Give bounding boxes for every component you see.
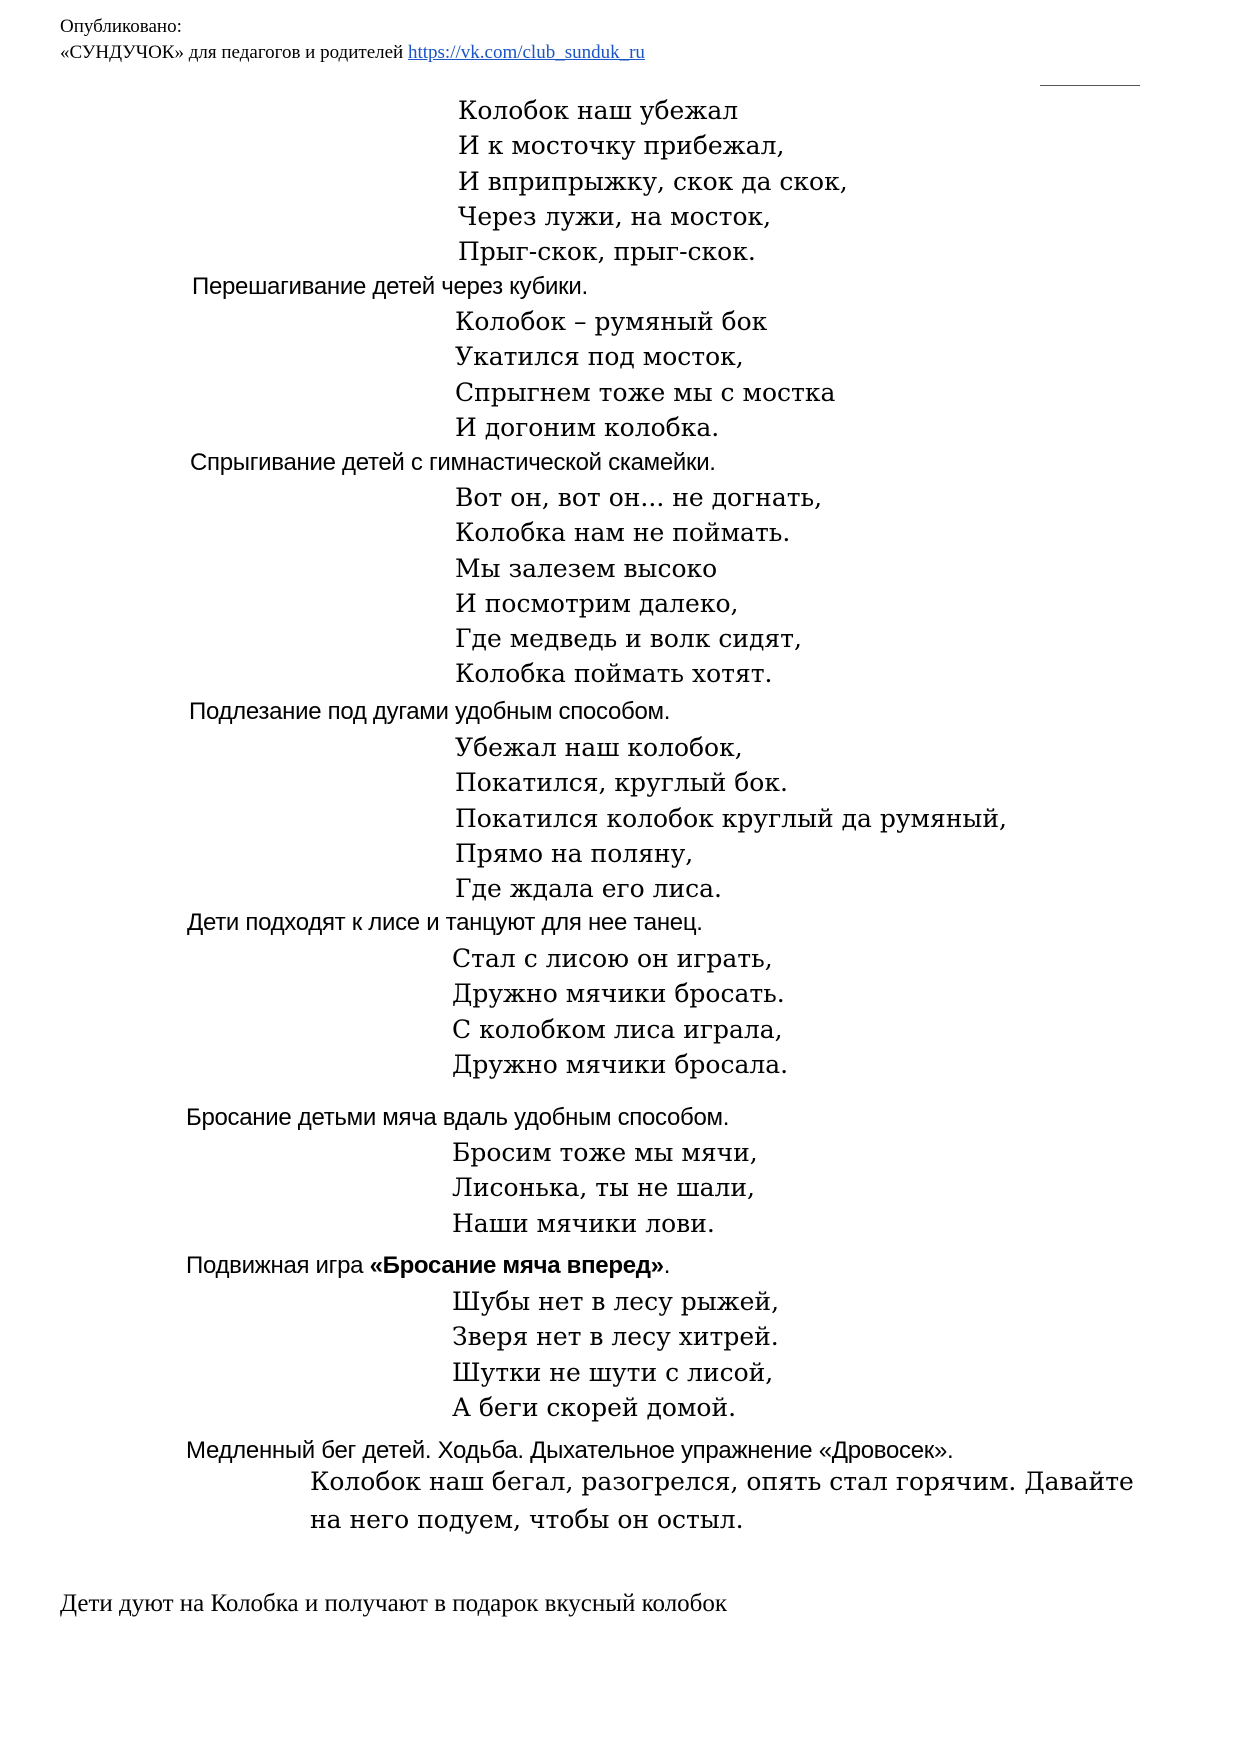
publication-header: [60, 14, 645, 66]
verse-line: Мы залезем высоко: [455, 553, 718, 583]
header-divider: [1040, 85, 1140, 86]
closing-paragraph: Колобок наш бегал, разогрелся, опять стал горячим. Давайте на него подуем, чтобы он остыл.: [310, 1467, 1134, 1534]
instruction-line: Дети подходят к лисе и танцуют для нее танец.: [187, 909, 703, 936]
verse-line: Укатился под мосток,: [455, 342, 744, 372]
verse-block: [455, 730, 1007, 906]
game-prefix: Подвижная игра: [186, 1252, 370, 1279]
verse-line: И посмотрим далеко,: [455, 588, 739, 618]
verse-line: Дружно мячики бросала.: [452, 1049, 789, 1079]
instruction-line: Перешагивание детей через кубики.: [192, 273, 588, 300]
source-line: [60, 40, 645, 66]
verse-line: Колобка нам не поймать.: [455, 518, 791, 548]
vk-club-link[interactable]: https://vk.com/club_sunduk_ru: [407, 42, 645, 63]
verse-line: Покатился колобок круглый да румяный,: [455, 803, 1007, 833]
verse-line: Через лужи, на мосток,: [458, 201, 772, 231]
verse-line: А беги скорей домой.: [452, 1392, 737, 1422]
verse-line: Колобка поймать хотят.: [455, 659, 773, 689]
verse-line: Вот он, вот он... не догнать,: [455, 483, 823, 512]
source-text: «СУНДУЧОК» для педагогов и родителей: [60, 42, 404, 63]
verse-line: Убежал наш колобок,: [455, 733, 743, 762]
verse-line: И догоним колобка.: [455, 412, 720, 442]
verse-line: Спрыгнем тоже мы с мостка: [455, 377, 836, 407]
game-title: «Бросание мяча вперед»: [369, 1252, 664, 1279]
instruction-line: Спрыгивание детей с гимнастической скамейки.: [190, 449, 716, 476]
verse-line: Где медведь и волк сидят,: [455, 624, 802, 654]
verse-block: [455, 480, 822, 692]
verse-line: Колобок – румяный бок: [455, 307, 768, 336]
verse-line: Зверя нет в лесу хитрей.: [452, 1322, 779, 1352]
verse-line: Бросим тоже мы мячи,: [452, 1138, 758, 1167]
verse-line: Наши мячики лови.: [452, 1208, 715, 1238]
verse-line: И к мосточку прибежал,: [458, 131, 785, 161]
verse-line: Шубы нет в лесу рыжей,: [452, 1287, 780, 1316]
verse-line: Стал с лисою он играть,: [452, 944, 773, 973]
instruction-line: Бросание детьми мяча вдаль удобным способом.: [186, 1104, 730, 1131]
instruction-line: [186, 1251, 670, 1281]
verse-line: Прямо на поляну,: [455, 838, 694, 868]
verse-line: Прыг-скок, прыг-скок.: [458, 237, 756, 267]
verse-line: Покатился, круглый бок.: [455, 768, 788, 798]
footer-text: Дети дуют на Колобка и получают в подарок вкусный колобок: [60, 1590, 728, 1617]
verse-block: [452, 1135, 758, 1241]
verse-block: [458, 93, 848, 269]
published-label: Опубликовано:: [60, 16, 182, 37]
verse-line: Лисонька, ты не шали,: [452, 1173, 755, 1203]
verse-line: Дружно мячики бросать.: [452, 979, 785, 1009]
instruction-line: Подлезание под дугами удобным способом.: [189, 698, 671, 725]
game-suffix: .: [663, 1252, 671, 1279]
verse-line: И вприпрыжку, скок да скок,: [458, 166, 848, 196]
verse-block: [455, 304, 835, 445]
verse-line: Где ждала его лиса.: [455, 874, 723, 904]
verse-block: [452, 941, 788, 1082]
verse-block: [452, 1284, 779, 1425]
verse-line: Шутки не шути с лисой,: [452, 1357, 774, 1387]
instruction-line: Медленный бег детей. Ходьба. Дыхательное упражнение «Дровосек».: [186, 1437, 954, 1464]
verse-line: С колобком лиса играла,: [452, 1014, 783, 1044]
verse-line: Колобок наш убежал: [458, 96, 739, 125]
